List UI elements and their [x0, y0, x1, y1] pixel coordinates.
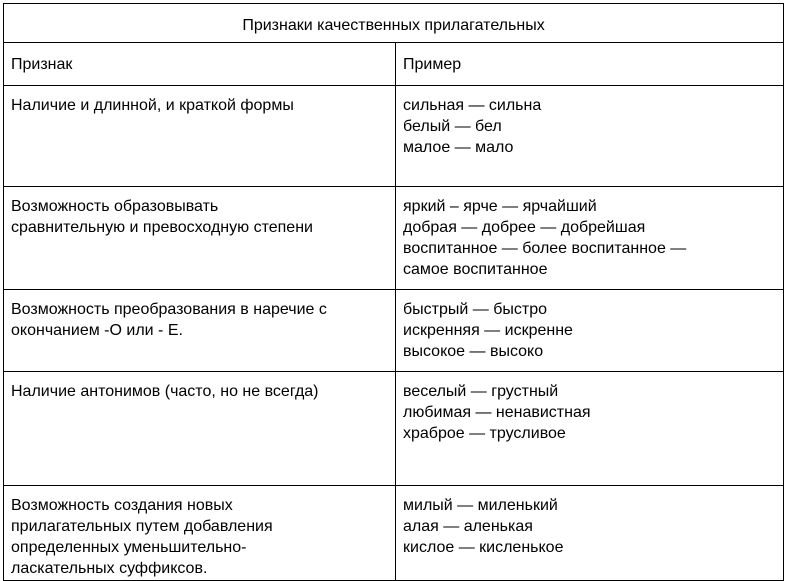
feature-cell	[4, 486, 396, 581]
header-example: Пример	[396, 43, 784, 86]
feature-text: Возможность создания новых прилагательных путем добавления определенных уменьшительно-ласкательных суффиксов.	[11, 497, 273, 577]
table-row	[4, 372, 784, 486]
example-line: быстрый — быстро	[403, 301, 548, 318]
feature-cell	[4, 86, 396, 187]
feature-text: Возможность образовывать сравнительную и превосходную степени	[11, 198, 313, 236]
feature-cell	[4, 187, 396, 290]
feature-text: Возможность преобразования в наречие с окончанием -О или - Е.	[11, 301, 327, 339]
example-cell	[396, 187, 784, 290]
table-title: Признаки качественных прилагательных	[4, 4, 784, 43]
example-line: искренняя — искренне	[403, 322, 573, 339]
feature-cell	[4, 290, 396, 372]
example-line: белый — бел	[403, 118, 502, 135]
header-row	[4, 43, 784, 86]
feature-text: Наличие антонимов (часто, но не всегда)	[11, 383, 319, 400]
example-line: милый — миленький	[403, 497, 558, 514]
example-line: любимая — ненавистная	[403, 404, 591, 421]
table-row	[4, 290, 784, 372]
example-line: воспитанное — более воспитанное —	[403, 240, 687, 257]
example-line: кислое — кисленькое	[403, 539, 564, 556]
table-row	[4, 187, 784, 290]
feature-text: Наличие и длинной, и краткой формы	[11, 97, 294, 114]
example-cell	[396, 86, 784, 187]
example-line: алая — аленькая	[403, 518, 533, 535]
title-row	[4, 4, 784, 43]
example-line: малое — мало	[403, 139, 514, 156]
table-row	[4, 86, 784, 187]
example-cell	[396, 372, 784, 486]
example-line: самое воспитанное	[403, 261, 548, 278]
example-line: высокое — высоко	[403, 343, 544, 360]
header-feature: Признак	[4, 43, 396, 86]
example-line: сильная — сильна	[403, 97, 542, 114]
example-line: яркий – ярче — ярчайший	[403, 198, 597, 215]
example-line: добрая — добрее — добрейшая	[403, 219, 646, 236]
feature-cell	[4, 372, 396, 486]
example-cell	[396, 486, 784, 581]
example-line: храброе — трусливое	[403, 425, 566, 442]
example-line: веселый — грустный	[403, 383, 559, 400]
example-cell	[396, 290, 784, 372]
adjectives-table	[3, 3, 784, 581]
table-row	[4, 486, 784, 581]
